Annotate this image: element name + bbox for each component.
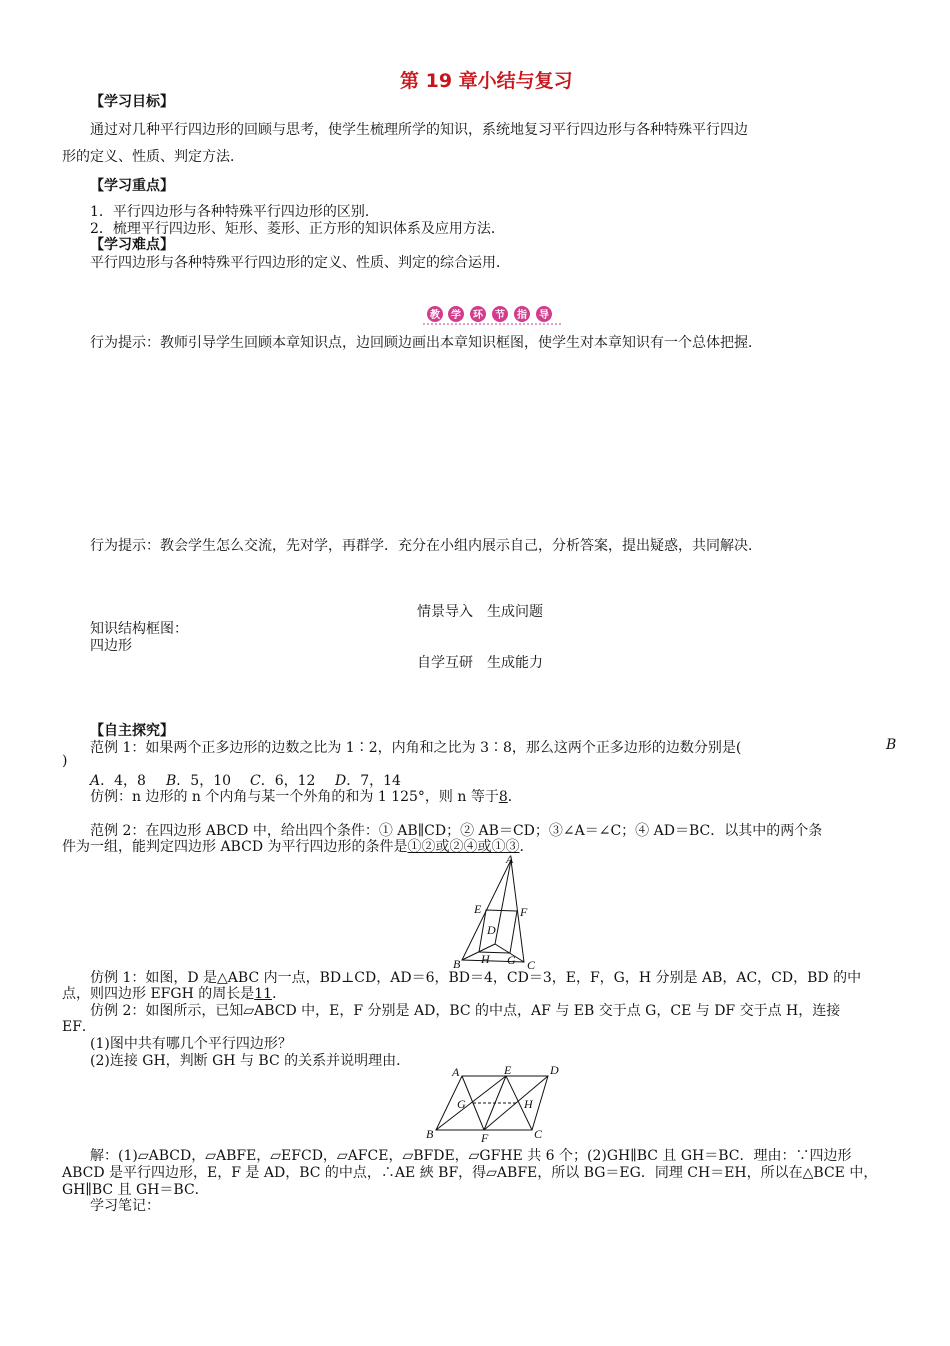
similar-1-answer: 11 <box>254 986 273 1002</box>
banner-char-3: 环 <box>473 310 483 321</box>
objectives-heading: 【学习目标】 <box>90 94 174 110</box>
imitate-1-end: ． <box>507 789 522 805</box>
option-text: ．6，12 <box>260 773 316 789</box>
key-point-2: 2．梳理平行四边形、矩形、菱形、正方形的知识体系及应用方法． <box>90 221 505 237</box>
label-a: A <box>506 852 514 866</box>
label-b: B <box>453 957 461 970</box>
label-f: F <box>481 1131 489 1144</box>
study-notes-label: 学习笔记： <box>90 1198 160 1214</box>
figure-triangle-abc <box>448 852 538 970</box>
label-h: H <box>524 1097 533 1111</box>
hint-1: 行为提示：教师引导学生回顾本章知识点，边回顾边画出本章知识框图，使学生对本章知识有一个总体把握． <box>90 335 762 351</box>
figure-parallelogram-abcd <box>420 1064 570 1144</box>
key-point-1: 1．平行四边形与各种特殊平行四边形的区别． <box>90 204 379 220</box>
label-g: G <box>507 953 516 967</box>
banner-char-5: 指 <box>517 310 527 321</box>
page-title: 第 19 章小结与复习 <box>400 70 573 92</box>
section-heading-1: 情景导入 生成问题 <box>417 604 543 620</box>
option-text: ．7，14 <box>346 773 401 789</box>
banner-char-2: 学 <box>451 310 461 321</box>
solution-line-2: ABCD 是平行四边形，E，F 是 AD，BC 的中点，∴AE 綊 BF，得▱ABFE，所以 BG＝EG．同理 CH＝EH，所以在△BCE 中， <box>62 1165 878 1181</box>
key-points-heading: 【学习重点】 <box>90 178 174 194</box>
example-2-end: ． <box>519 839 534 855</box>
label-c: C <box>527 958 536 970</box>
label-a: A <box>452 1065 460 1079</box>
example-1-text: 范例 1：如果两个正多边形的边数之比为 1∶2，内角和之比为 3∶8，那么这两个正多边形的边数分别是( <box>90 740 742 756</box>
label-e: E <box>504 1064 512 1077</box>
example-2-text-1: 范例 2：在四边形 ABCD 中，给出四个条件：① AB∥CD；② AB＝CD；③∠A＝∠C；④ AD＝BC．以其中的两个条 <box>90 823 823 839</box>
label-g: G <box>457 1097 466 1111</box>
objectives-text-1: 通过对几种平行四边形的回顾与思考，使学生梳理所学的知识，系统地复习平行四边形与各种特殊平行四边 <box>90 122 748 138</box>
similar-2-question-1: (1)图中共有哪几个平行四边形？ <box>90 1036 292 1052</box>
section-heading-2: 自学互研 生成能力 <box>417 655 543 671</box>
similar-1-text-2-pre: 点，则四边形 EFGH 的周长是 <box>62 986 255 1002</box>
label-h: H <box>481 952 490 966</box>
label-d: D <box>550 1064 559 1077</box>
banner-char-1: 教 <box>430 310 440 321</box>
imitate-1-answer: 8 <box>498 789 508 805</box>
similar-2-text-2: EF． <box>62 1019 96 1035</box>
solution-line-3: GH∥BC 且 GH＝BC． <box>62 1182 209 1198</box>
difficulty-heading: 【学习难点】 <box>90 237 174 253</box>
label-f: F <box>520 905 528 919</box>
explore-heading: 【自主探究】 <box>90 723 174 739</box>
label-e: E <box>474 902 482 916</box>
option-letter: B <box>166 773 177 789</box>
label-c: C <box>534 1127 543 1141</box>
hint-2: 行为提示：教会学生怎么交流，先对学，再群学．充分在小组内展示自己，分析答案，提出疑惑，共同解决． <box>90 538 762 554</box>
option-letter: D <box>335 773 347 789</box>
difficulty-text: 平行四边形与各种特殊平行四边形的定义、性质、判定的综合运用． <box>90 255 510 271</box>
example-2-answer: ①②或②④或①③ <box>407 839 520 855</box>
option-text: ．5，10 <box>176 773 232 789</box>
teaching-guide-banner <box>423 304 563 326</box>
imitate-1 <box>90 786 522 806</box>
label-d: D <box>487 923 496 937</box>
quadrilateral-label: 四边形 <box>90 638 132 654</box>
similar-1-end: ． <box>272 986 287 1002</box>
similar-1-text-1: 仿例 1：如图，D 是△ABC 内一点，BD⊥CD，AD＝6，BD＝4，CD＝3，E，F，G，H 分别是 AB，AC，CD，BD 的中 <box>90 970 862 986</box>
label-b: B <box>426 1127 434 1141</box>
banner-char-4: 节 <box>495 310 505 321</box>
example-1-close: ) <box>62 753 68 769</box>
similar-2-text-1: 仿例 2：如图所示，已知▱ABCD 中，E，F 分别是 AD，BC 的中点，AF 与 EB 交于点 G，CE 与 DF 交于点 H，连接 <box>90 1003 841 1019</box>
option-letter: A <box>90 773 101 789</box>
example-1-answer: B <box>886 737 897 753</box>
solution-line-1: 解：(1)▱ABCD，▱ABFE，▱EFCD，▱AFCE，▱BFDE，▱GFHE 共 6 个；(2)GH∥BC 且 GH＝BC．理由：∵四边形 <box>90 1148 852 1164</box>
objectives-text-2: 形的定义、性质、判定方法． <box>62 149 244 165</box>
imitate-1-text: 仿例：n 边形的 n 个内角与某一个外角的和为 1 125°，则 n 等于 <box>90 789 499 805</box>
knowledge-structure-label: 知识结构框图： <box>90 621 188 637</box>
banner-char-6: 导 <box>539 310 549 321</box>
similar-2-question-2: (2)连接 GH，判断 GH 与 BC 的关系并说明理由． <box>90 1053 411 1069</box>
example-2-text-2-pre: 件为一组，能判定四边形 ABCD 为平行四边形的条件是 <box>62 839 408 855</box>
option-text: ．4，8 <box>100 773 146 789</box>
option-letter: C <box>250 773 261 789</box>
